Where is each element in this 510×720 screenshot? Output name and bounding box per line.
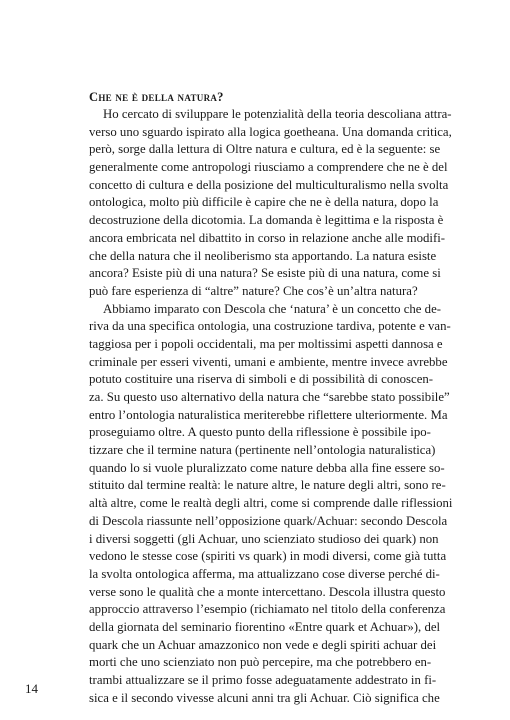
- text-line: potuto costituire una riserva di simboli e di possibilità di conoscen-: [89, 372, 434, 387]
- body-text: [89, 106, 453, 707]
- text-line: che della natura che il neoliberismo sta apportando. La natura esiste: [89, 248, 437, 263]
- text-line: i diversi soggetti (gli Achuar, uno scienziato studioso dei quark) non: [89, 531, 439, 546]
- text-line: stituito dal termine realtà: le nature altre, le nature degli altri, sono re-: [89, 478, 446, 493]
- text-line: Ho cercato di sviluppare le potenzialità della teoria descoliana attra-: [103, 107, 452, 121]
- section-heading: Che ne è della natura?: [89, 90, 224, 104]
- text-line: ontologica, molto più difficile è capire che ne è della natura, dopo la: [89, 195, 439, 210]
- text-line: riva da una specifica ontologia, una costruzione tardiva, potente e van-: [89, 319, 451, 334]
- page-number: 14: [25, 681, 38, 696]
- text-line: la svolta ontologica afferma, ma attualizzano cose diverse perché di-: [89, 566, 440, 581]
- text-line: criminale per esseri viventi, umani e ambiente, mentre invece avrebbe: [89, 354, 448, 369]
- text-line: entro l’ontologia naturalistica meriterebbe riflettere ulteriormente. Ma: [89, 407, 448, 422]
- text-line: approccio attraverso l’esempio (richiamato nel titolo della conferenza: [89, 602, 446, 617]
- text-line: quando lo si vuole pluralizzato come nature debba alla fine essere so-: [89, 460, 445, 475]
- text-line: ancora? Esiste più di una natura? Se esiste più di una natura, come si: [89, 266, 441, 281]
- text-line: quark che un Achuar amazzonico non vede e degli spiriti achuar dei: [89, 637, 437, 652]
- text-line: Abbiamo imparato con Descola che ‘natura’ è un concetto che de-: [103, 301, 442, 316]
- text-line: proseguiamo oltre. A questo punto della riflessione è possibile ipo-: [89, 425, 431, 440]
- text-line: però, sorge dalla lettura di Oltre natura e cultura, ed è la seguente: se: [89, 142, 441, 157]
- text-line: vedono le stesse cose (spiriti vs quark) in modi diversi, come già tutta: [89, 549, 447, 564]
- text-line: za. Su questo uso alternativo della natura che “sarebbe stato possibile”: [89, 390, 450, 404]
- text-line: verso uno sguardo ispirato alla logica goetheana. Una domanda critica,: [89, 124, 452, 139]
- text-line: generalmente come antropologi riusciamo a comprendere che ne è del: [89, 160, 448, 175]
- text-line: morti che uno scienziato non può percepire, ma che potrebbero en-: [89, 655, 432, 670]
- text-line: trambi attualizzare se il primo fosse adeguatamente addestrato in fi-: [89, 673, 437, 687]
- text-line: verse sono le qualità che a monte intercettano. Descola illustra questo: [89, 584, 446, 599]
- text-line: sica e il secondo vivesse alcuni anni tra gli Achuar. Ciò significa che: [89, 690, 440, 705]
- text-line: altà altre, come le realtà degli altri, come si comprende dalle riflessioni: [89, 496, 453, 511]
- text-line: taggiosa per i popoli occidentali, ma per moltissimi aspetti dannosa e: [89, 336, 443, 351]
- text-line: della giornata del seminario fiorentino «Entre quark et Achuar»), del: [89, 619, 441, 634]
- text-line: di Descola riassunte nell’opposizione quark/Achuar: secondo Descola: [89, 513, 448, 528]
- text-line: ancora embricata nel dibattito in corso in relazione anche alle modifi-: [89, 230, 446, 245]
- text-line: concetto di cultura e della posizione del multiculturalismo nella svolta: [89, 177, 449, 192]
- text-line: tizzare che il termine natura (pertinente nell’ontologia naturalistica): [89, 443, 436, 458]
- text-line: può fare esperienza di “altre” nature? Che cos’è un’altra natura?: [89, 283, 418, 298]
- text-line: decostruzione della dicotomia. La domanda è legittima e la risposta è: [89, 213, 444, 228]
